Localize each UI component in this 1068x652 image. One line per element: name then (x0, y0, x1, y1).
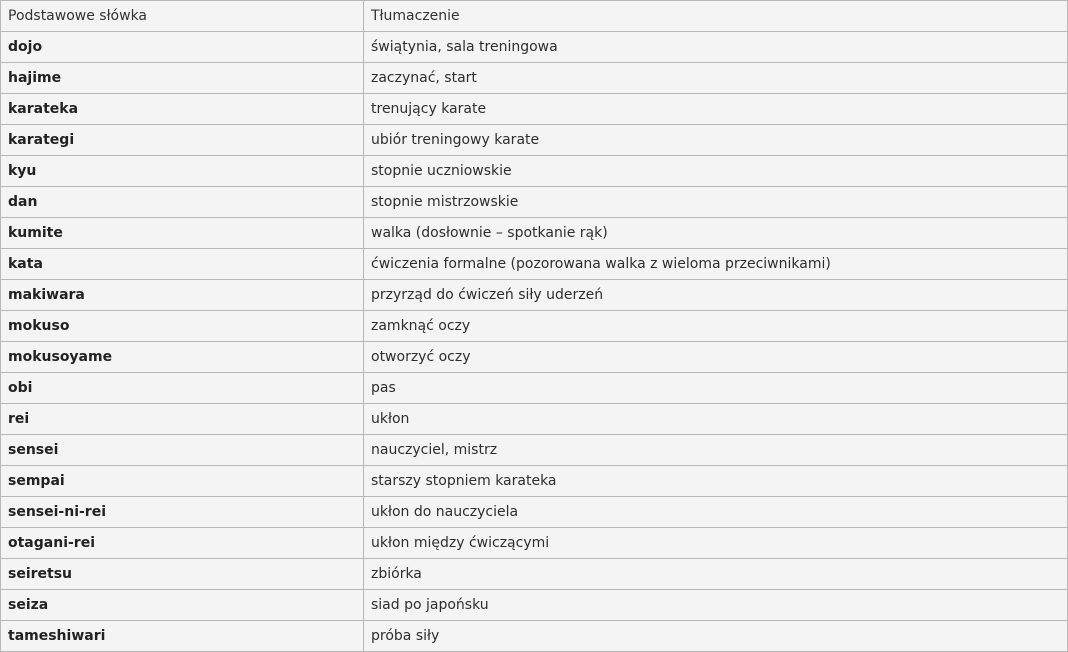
table-body (1, 32, 1068, 652)
translation-cell: trenujący karate (364, 94, 1068, 125)
table-row (1, 218, 1068, 249)
term-cell: karateka (1, 94, 364, 125)
translation-cell: otworzyć oczy (364, 342, 1068, 373)
term-cell: kata (1, 249, 364, 280)
table-row (1, 342, 1068, 373)
header-basic-words: Podstawowe słówka (1, 1, 364, 32)
term-cell: sensei (1, 435, 364, 466)
translation-cell: przyrząd do ćwiczeń siły uderzeń (364, 280, 1068, 311)
term-cell: dan (1, 187, 364, 218)
translation-cell: ćwiczenia formalne (pozorowana walka z wieloma przeciwnikami) (364, 249, 1068, 280)
translation-cell: stopnie mistrzowskie (364, 187, 1068, 218)
term-cell: otagani-rei (1, 528, 364, 559)
term-cell: kyu (1, 156, 364, 187)
term-cell: makiwara (1, 280, 364, 311)
table-row (1, 63, 1068, 94)
table-row (1, 497, 1068, 528)
term-cell: tameshiwari (1, 621, 364, 652)
term-cell: hajime (1, 63, 364, 94)
table-row (1, 590, 1068, 621)
term-cell: sempai (1, 466, 364, 497)
translation-cell: siad po japońsku (364, 590, 1068, 621)
term-cell: mokusoyame (1, 342, 364, 373)
table-row (1, 621, 1068, 652)
term-cell: rei (1, 404, 364, 435)
header-translation: Tłumaczenie (364, 1, 1068, 32)
term-cell: karategi (1, 125, 364, 156)
table-row (1, 373, 1068, 404)
term-cell: sensei-ni-rei (1, 497, 364, 528)
translation-cell: nauczyciel, mistrz (364, 435, 1068, 466)
term-cell: dojo (1, 32, 364, 63)
term-cell: seiza (1, 590, 364, 621)
table-row (1, 125, 1068, 156)
term-cell: seiretsu (1, 559, 364, 590)
translation-cell: ukłon między ćwiczącymi (364, 528, 1068, 559)
table-row (1, 311, 1068, 342)
table-row (1, 435, 1068, 466)
translation-cell: ukłon do nauczyciela (364, 497, 1068, 528)
table-row (1, 404, 1068, 435)
term-cell: mokuso (1, 311, 364, 342)
table-row (1, 559, 1068, 590)
table-header (1, 1, 1068, 32)
table-row (1, 280, 1068, 311)
translation-cell: zamknąć oczy (364, 311, 1068, 342)
header-row (1, 1, 1068, 32)
table-row (1, 249, 1068, 280)
table-row (1, 32, 1068, 63)
table-row (1, 94, 1068, 125)
table-row (1, 187, 1068, 218)
table-row (1, 466, 1068, 497)
table-row (1, 156, 1068, 187)
translation-cell: zaczynać, start (364, 63, 1068, 94)
translation-cell: pas (364, 373, 1068, 404)
translation-cell: ubiór treningowy karate (364, 125, 1068, 156)
translation-cell: ukłon (364, 404, 1068, 435)
table-row (1, 528, 1068, 559)
translation-cell: starszy stopniem karateka (364, 466, 1068, 497)
translation-cell: zbiórka (364, 559, 1068, 590)
term-cell: kumite (1, 218, 364, 249)
term-cell: obi (1, 373, 364, 404)
translation-cell: stopnie uczniowskie (364, 156, 1068, 187)
translation-cell: próba siły (364, 621, 1068, 652)
translation-cell: walka (dosłownie – spotkanie rąk) (364, 218, 1068, 249)
translation-cell: świątynia, sala treningowa (364, 32, 1068, 63)
